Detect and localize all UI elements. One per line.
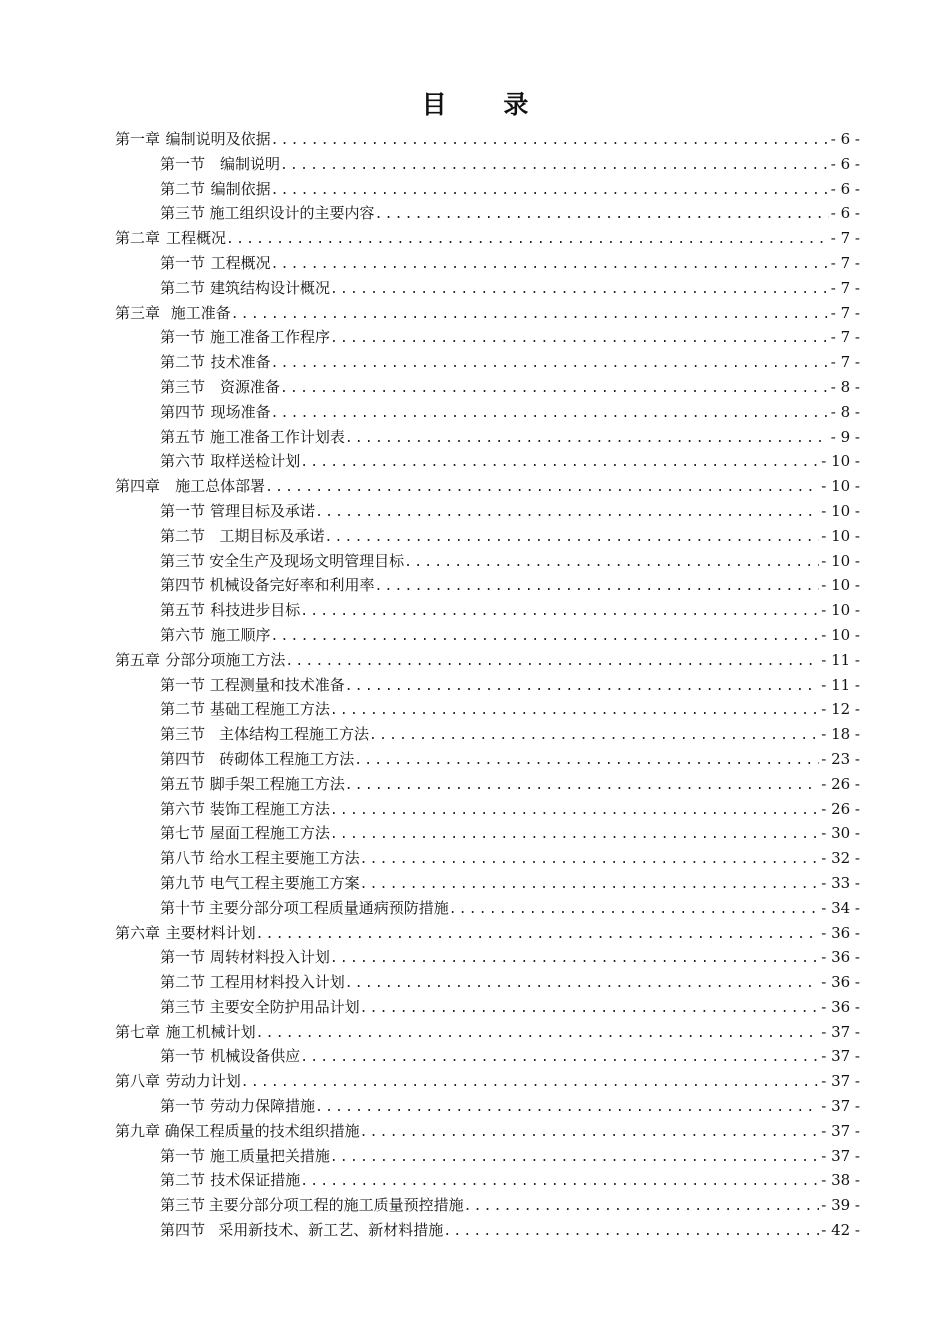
toc-dot-leader bbox=[404, 551, 819, 576]
toc-entry-label: 工程概况 bbox=[166, 229, 227, 248]
toc-page-number: - 10 - bbox=[821, 477, 860, 496]
toc-dot-leader bbox=[449, 898, 820, 923]
toc-entry-label: 脚手架工程施工方法 bbox=[209, 774, 345, 793]
toc-page-number: - 11 - bbox=[821, 675, 860, 694]
toc-dot-leader bbox=[271, 129, 829, 154]
toc-entry-label: 施工准备工作计划表 bbox=[209, 427, 345, 446]
toc-dot-leader bbox=[231, 303, 829, 328]
toc-dot-leader bbox=[330, 823, 819, 848]
toc-section-entry[interactable] bbox=[115, 871, 860, 896]
toc-page-number: - 37 - bbox=[821, 1146, 860, 1165]
toc-dot-leader bbox=[345, 427, 829, 452]
toc-entry-label: 屋面工程施工方法 bbox=[209, 824, 330, 843]
toc-entry-label: 现场准备 bbox=[210, 402, 271, 421]
toc-dot-leader bbox=[271, 625, 820, 650]
toc-chapter-entry[interactable] bbox=[115, 648, 860, 673]
toc-entry-number: 第二节 bbox=[160, 700, 206, 719]
toc-entry-label: 编制依据 bbox=[210, 179, 271, 198]
toc-entry-label: 砖砌体工程施工方法 bbox=[209, 749, 355, 768]
toc-dot-leader bbox=[271, 179, 829, 204]
toc-entry-label: 建筑结构设计概况 bbox=[209, 278, 330, 297]
toc-page-number: - 10 - bbox=[821, 601, 860, 620]
toc-entry-number: 第一节 bbox=[160, 328, 206, 347]
toc-entry-label: 工程概况 bbox=[210, 253, 271, 272]
toc-entry-number: 第八节 bbox=[160, 849, 206, 868]
toc-entry-label: 施工准备工作程序 bbox=[209, 328, 330, 347]
toc-section-entry[interactable] bbox=[115, 524, 860, 549]
toc-page-number: - 18 - bbox=[821, 725, 860, 744]
toc-entry-label: 电气工程主要施工方案 bbox=[209, 873, 360, 892]
toc-entry-label: 主要安全防护用品计划 bbox=[209, 997, 360, 1016]
toc-entry-label: 取样送检计划 bbox=[210, 452, 301, 471]
toc-page-number: - 6 - bbox=[830, 179, 860, 198]
toc-section-entry[interactable] bbox=[115, 772, 860, 797]
toc-chapter-entry[interactable] bbox=[115, 1119, 860, 1144]
toc-dot-leader bbox=[330, 947, 819, 972]
table-of-contents bbox=[115, 127, 860, 1243]
toc-dot-leader bbox=[280, 377, 829, 402]
toc-section-entry[interactable] bbox=[115, 449, 860, 474]
toc-entry-number: 第五节 bbox=[160, 774, 206, 793]
toc-entry-number: 第一节 bbox=[160, 675, 206, 694]
toc-page-number: - 10 - bbox=[821, 526, 860, 545]
toc-section-entry[interactable] bbox=[115, 673, 860, 698]
toc-entry-label: 主要分部分项工程质量通病预防措施 bbox=[208, 898, 449, 917]
toc-page-number: - 6 - bbox=[830, 154, 860, 173]
toc-dot-leader bbox=[271, 352, 829, 377]
toc-page-number: - 37 - bbox=[821, 1022, 860, 1041]
toc-section-entry[interactable] bbox=[115, 251, 860, 276]
toc-page-number: - 10 - bbox=[821, 452, 860, 471]
toc-chapter-entry[interactable] bbox=[115, 1020, 860, 1045]
toc-entry-label: 采用新技术、新工艺、新材料措施 bbox=[208, 1221, 444, 1240]
toc-section-entry[interactable] bbox=[115, 970, 860, 995]
toc-page-number: - 7 - bbox=[830, 278, 860, 297]
toc-dot-leader bbox=[360, 1121, 820, 1146]
toc-page-number: - 12 - bbox=[821, 700, 860, 719]
toc-dot-leader bbox=[330, 1146, 819, 1171]
toc-section-entry[interactable] bbox=[115, 425, 860, 450]
toc-entry-number: 第九章 bbox=[115, 1121, 161, 1140]
toc-entry-number: 第五节 bbox=[160, 427, 206, 446]
toc-entry-label: 劳动力保障措施 bbox=[210, 1097, 316, 1116]
toc-entry-number: 第一节 bbox=[160, 1146, 206, 1165]
toc-dot-leader bbox=[464, 1195, 820, 1220]
toc-page-number: - 23 - bbox=[821, 749, 860, 768]
toc-page-number: - 7 - bbox=[830, 229, 860, 248]
toc-dot-leader bbox=[300, 1046, 819, 1071]
toc-section-entry[interactable] bbox=[115, 177, 860, 202]
toc-section-entry[interactable] bbox=[115, 499, 860, 524]
toc-chapter-entry[interactable] bbox=[115, 1069, 860, 1094]
toc-section-entry[interactable] bbox=[115, 821, 860, 846]
toc-section-entry[interactable] bbox=[115, 747, 860, 772]
toc-entry-number: 第四节 bbox=[160, 749, 206, 768]
toc-entry-label: 主体结构工程施工方法 bbox=[209, 725, 370, 744]
toc-section-entry[interactable] bbox=[115, 598, 860, 623]
toc-entry-number: 第二节 bbox=[160, 1171, 206, 1190]
toc-entry-label: 技术保证措施 bbox=[210, 1171, 301, 1190]
toc-section-entry[interactable] bbox=[115, 1144, 860, 1169]
toc-section-entry[interactable] bbox=[115, 797, 860, 822]
toc-entry-number: 第九节 bbox=[160, 873, 206, 892]
toc-dot-leader bbox=[315, 501, 819, 526]
toc-page-number: - 10 - bbox=[821, 625, 860, 644]
toc-page-number: - 26 - bbox=[821, 774, 860, 793]
toc-section-entry[interactable] bbox=[115, 1168, 860, 1193]
toc-entry-number: 第十节 bbox=[160, 898, 206, 917]
toc-section-entry[interactable] bbox=[115, 995, 860, 1020]
toc-entry-number: 第五章 bbox=[115, 650, 161, 669]
toc-chapter-entry[interactable] bbox=[115, 921, 860, 946]
toc-dot-leader bbox=[330, 699, 819, 724]
toc-dot-leader bbox=[325, 526, 820, 551]
toc-entry-number: 第一节 bbox=[160, 253, 206, 272]
toc-dot-leader bbox=[271, 253, 829, 278]
toc-entry-number: 第三节 bbox=[160, 725, 206, 744]
toc-dot-leader bbox=[360, 997, 820, 1022]
toc-section-entry[interactable] bbox=[115, 573, 860, 598]
toc-page-number: - 7 - bbox=[830, 328, 860, 347]
toc-page-number: - 42 - bbox=[821, 1221, 860, 1240]
toc-entry-label: 工期目标及承诺 bbox=[209, 526, 325, 545]
toc-entry-label: 施工总体部署 bbox=[165, 477, 266, 496]
toc-entry-number: 第四章 bbox=[115, 477, 161, 496]
toc-dot-leader bbox=[345, 972, 819, 997]
toc-page-number: - 6 - bbox=[830, 204, 860, 223]
toc-dot-leader bbox=[300, 600, 819, 625]
toc-entry-label: 施工组织设计的主要内容 bbox=[209, 204, 375, 223]
toc-page-number: - 36 - bbox=[821, 948, 860, 967]
toc-page-number: - 36 - bbox=[821, 997, 860, 1016]
toc-page-number: - 7 - bbox=[830, 353, 860, 372]
toc-entry-number: 第三节 bbox=[160, 1196, 206, 1215]
toc-entry-number: 第二节 bbox=[160, 973, 206, 992]
toc-entry-label: 装饰工程施工方法 bbox=[209, 799, 330, 818]
toc-chapter-entry[interactable] bbox=[115, 127, 860, 152]
toc-entry-label: 给水工程主要施工方法 bbox=[209, 849, 360, 868]
toc-entry-number: 第六节 bbox=[160, 625, 206, 644]
toc-page-number: - 30 - bbox=[821, 824, 860, 843]
toc-page-number: - 38 - bbox=[821, 1171, 860, 1190]
toc-section-entry[interactable] bbox=[115, 945, 860, 970]
toc-dot-leader bbox=[330, 327, 829, 352]
toc-page-number: - 36 - bbox=[821, 923, 860, 942]
toc-section-entry[interactable] bbox=[115, 697, 860, 722]
toc-section-entry[interactable] bbox=[115, 1218, 860, 1243]
toc-section-entry[interactable] bbox=[115, 846, 860, 871]
toc-entry-label: 周转材料投入计划 bbox=[209, 948, 330, 967]
toc-page-number: - 7 - bbox=[830, 303, 860, 322]
toc-page-number: - 10 - bbox=[821, 576, 860, 595]
toc-page-number: - 34 - bbox=[821, 898, 860, 917]
toc-entry-number: 第二节 bbox=[160, 526, 206, 545]
toc-entry-number: 第四节 bbox=[160, 576, 206, 595]
toc-page-number: - 37 - bbox=[821, 1072, 860, 1091]
toc-page-number: - 6 - bbox=[830, 130, 860, 148]
toc-dot-leader bbox=[443, 1220, 819, 1245]
toc-page-number: - 10 - bbox=[821, 551, 860, 570]
toc-entry-number: 第四节 bbox=[160, 1221, 206, 1240]
toc-entry-label: 工程用材料投入计划 bbox=[209, 973, 345, 992]
toc-entry-label: 主要分部分项工程的施工质量预控措施 bbox=[208, 1196, 464, 1215]
toc-dot-leader bbox=[256, 923, 820, 948]
toc-entry-number: 第三章 bbox=[115, 303, 161, 322]
toc-chapter-entry[interactable] bbox=[115, 301, 860, 326]
toc-title: 目 录 bbox=[421, 90, 553, 119]
toc-dot-leader bbox=[330, 799, 819, 824]
toc-entry-label: 机械设备完好率和利用率 bbox=[209, 576, 375, 595]
toc-entry-label: 机械设备供应 bbox=[210, 1047, 301, 1066]
toc-entry-number: 第七章 bbox=[115, 1022, 161, 1041]
toc-entry-label: 施工质量把关措施 bbox=[209, 1146, 330, 1165]
toc-entry-label: 编制说明及依据 bbox=[165, 130, 271, 148]
toc-dot-leader bbox=[226, 228, 829, 253]
toc-entry-label: 科技进步目标 bbox=[210, 601, 301, 620]
toc-entry-number: 第一节 bbox=[160, 154, 206, 173]
toc-section-entry[interactable] bbox=[115, 350, 860, 375]
toc-entry-label: 资源准备 bbox=[210, 377, 281, 396]
toc-entry-number: 第一节 bbox=[160, 948, 206, 967]
toc-entry-number: 第三节 bbox=[160, 997, 206, 1016]
toc-dot-leader bbox=[369, 724, 819, 749]
toc-entry-label: 施工准备 bbox=[165, 303, 231, 322]
toc-entry-label: 工程测量和技术准备 bbox=[209, 675, 345, 694]
toc-page-number: - 26 - bbox=[821, 799, 860, 818]
toc-dot-leader bbox=[360, 873, 820, 898]
toc-section-entry[interactable] bbox=[115, 276, 860, 301]
toc-entry-label: 技术准备 bbox=[210, 353, 271, 372]
toc-page-number: - 7 - bbox=[830, 253, 860, 272]
toc-entry-label: 施工机械计划 bbox=[165, 1022, 256, 1041]
toc-dot-leader bbox=[285, 650, 819, 675]
toc-entry-label: 确保工程质量的技术组织措施 bbox=[164, 1121, 360, 1140]
toc-entry-label: 管理目标及承诺 bbox=[210, 501, 316, 520]
toc-entry-label: 安全生产及现场文明管理目标 bbox=[209, 551, 405, 570]
toc-section-entry[interactable] bbox=[115, 400, 860, 425]
toc-page-number: - 39 - bbox=[821, 1196, 860, 1215]
toc-entry-label: 编制说明 bbox=[210, 154, 281, 173]
toc-chapter-entry[interactable] bbox=[115, 226, 860, 251]
toc-section-entry[interactable] bbox=[115, 1193, 860, 1218]
toc-entry-label: 劳动力计划 bbox=[165, 1072, 241, 1091]
toc-section-entry[interactable] bbox=[115, 549, 860, 574]
toc-dot-leader bbox=[300, 1170, 819, 1195]
toc-dot-leader bbox=[374, 575, 819, 600]
toc-page-number: - 36 - bbox=[821, 973, 860, 992]
toc-section-entry[interactable] bbox=[115, 1094, 860, 1119]
toc-entry-number: 第六节 bbox=[160, 452, 206, 471]
toc-entry-number: 第五节 bbox=[160, 601, 206, 620]
toc-entry-number: 第二节 bbox=[160, 353, 206, 372]
toc-dot-leader bbox=[241, 1071, 819, 1096]
toc-section-entry[interactable] bbox=[115, 722, 860, 747]
toc-chapter-entry[interactable] bbox=[115, 474, 860, 499]
toc-page-number: - 37 - bbox=[821, 1097, 860, 1116]
toc-entry-label: 基础工程施工方法 bbox=[209, 700, 330, 719]
toc-page-number: - 37 - bbox=[821, 1121, 860, 1140]
toc-page-number: - 11 - bbox=[821, 650, 860, 669]
toc-dot-leader bbox=[265, 476, 819, 501]
toc-dot-leader bbox=[300, 451, 819, 476]
toc-section-entry[interactable] bbox=[115, 375, 860, 400]
toc-entry-number: 第六章 bbox=[115, 923, 161, 942]
toc-dot-leader bbox=[280, 154, 829, 179]
toc-dot-leader bbox=[354, 749, 819, 774]
toc-dot-leader bbox=[315, 1096, 819, 1121]
toc-dot-leader bbox=[345, 774, 819, 799]
toc-section-entry[interactable] bbox=[115, 152, 860, 177]
toc-dot-leader bbox=[375, 203, 829, 228]
toc-entry-label: 施工顺序 bbox=[210, 625, 271, 644]
toc-dot-leader bbox=[360, 848, 820, 873]
toc-page-number: - 37 - bbox=[821, 1047, 860, 1066]
toc-page-number: - 33 - bbox=[821, 873, 860, 892]
toc-entry-number: 第三节 bbox=[160, 377, 206, 396]
toc-entry-number: 第三节 bbox=[160, 551, 206, 570]
toc-entry-number: 第三节 bbox=[160, 204, 206, 223]
toc-page-number: - 8 - bbox=[830, 377, 860, 396]
toc-dot-leader bbox=[271, 402, 829, 427]
toc-entry-number: 第二章 bbox=[115, 229, 161, 248]
toc-page-number: - 8 - bbox=[830, 402, 860, 421]
toc-dot-leader bbox=[345, 675, 819, 700]
toc-entry-number: 第二节 bbox=[160, 278, 206, 297]
toc-entry-number: 第四节 bbox=[160, 402, 206, 421]
toc-entry-number: 第一节 bbox=[160, 1047, 206, 1066]
toc-section-entry[interactable] bbox=[115, 623, 860, 648]
toc-entry-number: 第一章 bbox=[115, 130, 161, 148]
toc-entry-number: 第二节 bbox=[160, 179, 206, 198]
toc-section-entry[interactable] bbox=[115, 896, 860, 921]
toc-dot-leader bbox=[330, 278, 829, 303]
toc-section-entry[interactable] bbox=[115, 1044, 860, 1069]
toc-page-number: - 32 - bbox=[821, 849, 860, 868]
toc-entry-number: 第一节 bbox=[160, 1097, 206, 1116]
toc-entry-label: 分部分项施工方法 bbox=[165, 650, 286, 669]
toc-page-number: - 10 - bbox=[821, 501, 860, 520]
toc-entry-number: 第八章 bbox=[115, 1072, 161, 1091]
toc-entry-number: 第六节 bbox=[160, 799, 206, 818]
toc-section-entry[interactable] bbox=[115, 201, 860, 226]
toc-entry-label: 主要材料计划 bbox=[165, 923, 256, 942]
toc-section-entry[interactable] bbox=[115, 325, 860, 350]
toc-entry-number: 第七节 bbox=[160, 824, 206, 843]
toc-page-number: - 9 - bbox=[830, 427, 860, 446]
toc-entry-number: 第一节 bbox=[160, 501, 206, 520]
toc-dot-leader bbox=[256, 1022, 820, 1047]
